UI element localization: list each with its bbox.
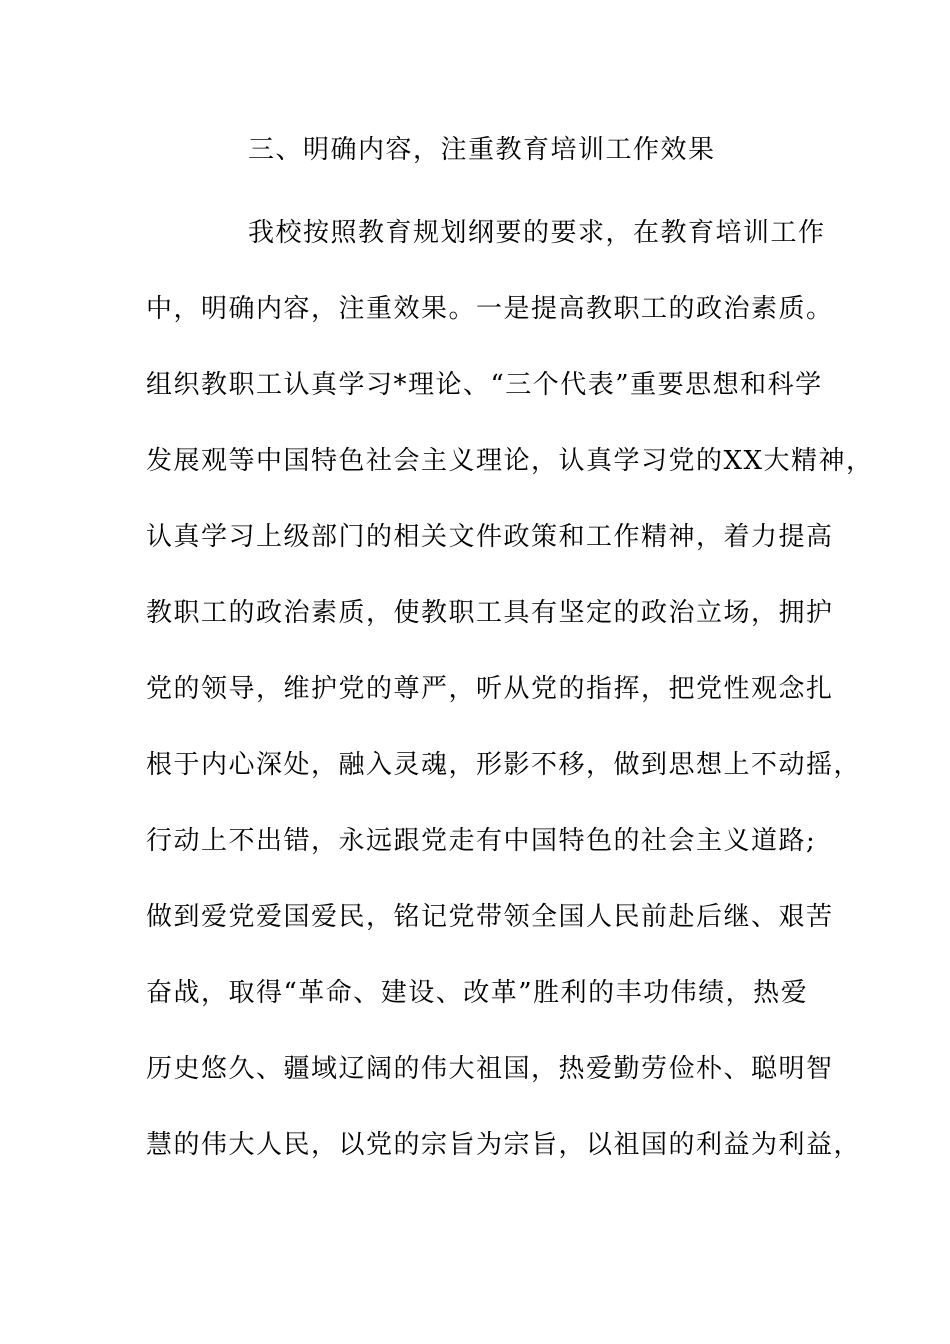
paragraph-line: 奋战，取得“革命、建设、改革”胜利的丰功伟绩，热爱 xyxy=(146,978,809,1008)
paragraph-line: 历史悠久、疆域辽阔的伟大祖国，热爱勤劳俭朴、聪明智 xyxy=(146,1054,834,1084)
paragraph-line: 组织教职工认真学习*理论、“三个代表”重要思想和科学 xyxy=(146,370,823,400)
paragraph-line: 行动上不出错，永远跟党走有中国特色的社会主义道路; xyxy=(146,826,817,856)
paragraph-line: 教职工的政治素质，使教职工具有坚定的政治立场，拥护 xyxy=(146,598,834,628)
paragraph-line: 根于内心深处，融入灵魂，形影不移，做到思想上不动摇， xyxy=(146,750,862,780)
paragraph-line: 慧的伟大人民，以党的宗旨为宗旨，以祖国的利益为利益， xyxy=(146,1130,862,1160)
paragraph-line: 认真学习上级部门的相关文件政策和工作精神，着力提高 xyxy=(146,522,834,552)
paragraph-line: 党的领导，维护党的尊严，听从党的指挥，把党性观念扎 xyxy=(146,674,834,704)
paragraph-line: 发展观等中国特色社会主义理论，认真学习党的XX大精神， xyxy=(146,446,874,476)
paragraph-line: 我校按照教育规划纲要的要求，在教育培训工作 xyxy=(248,218,826,248)
paragraph-line: 做到爱党爱国爱民，铭记党带领全国人民前赴后继、艰苦 xyxy=(146,902,834,932)
section-heading: 三、明确内容，注重教育培训工作效果 xyxy=(248,135,716,165)
paragraph-line: 中，明确内容，注重效果。一是提高教职工的政治素质。 xyxy=(146,294,834,324)
